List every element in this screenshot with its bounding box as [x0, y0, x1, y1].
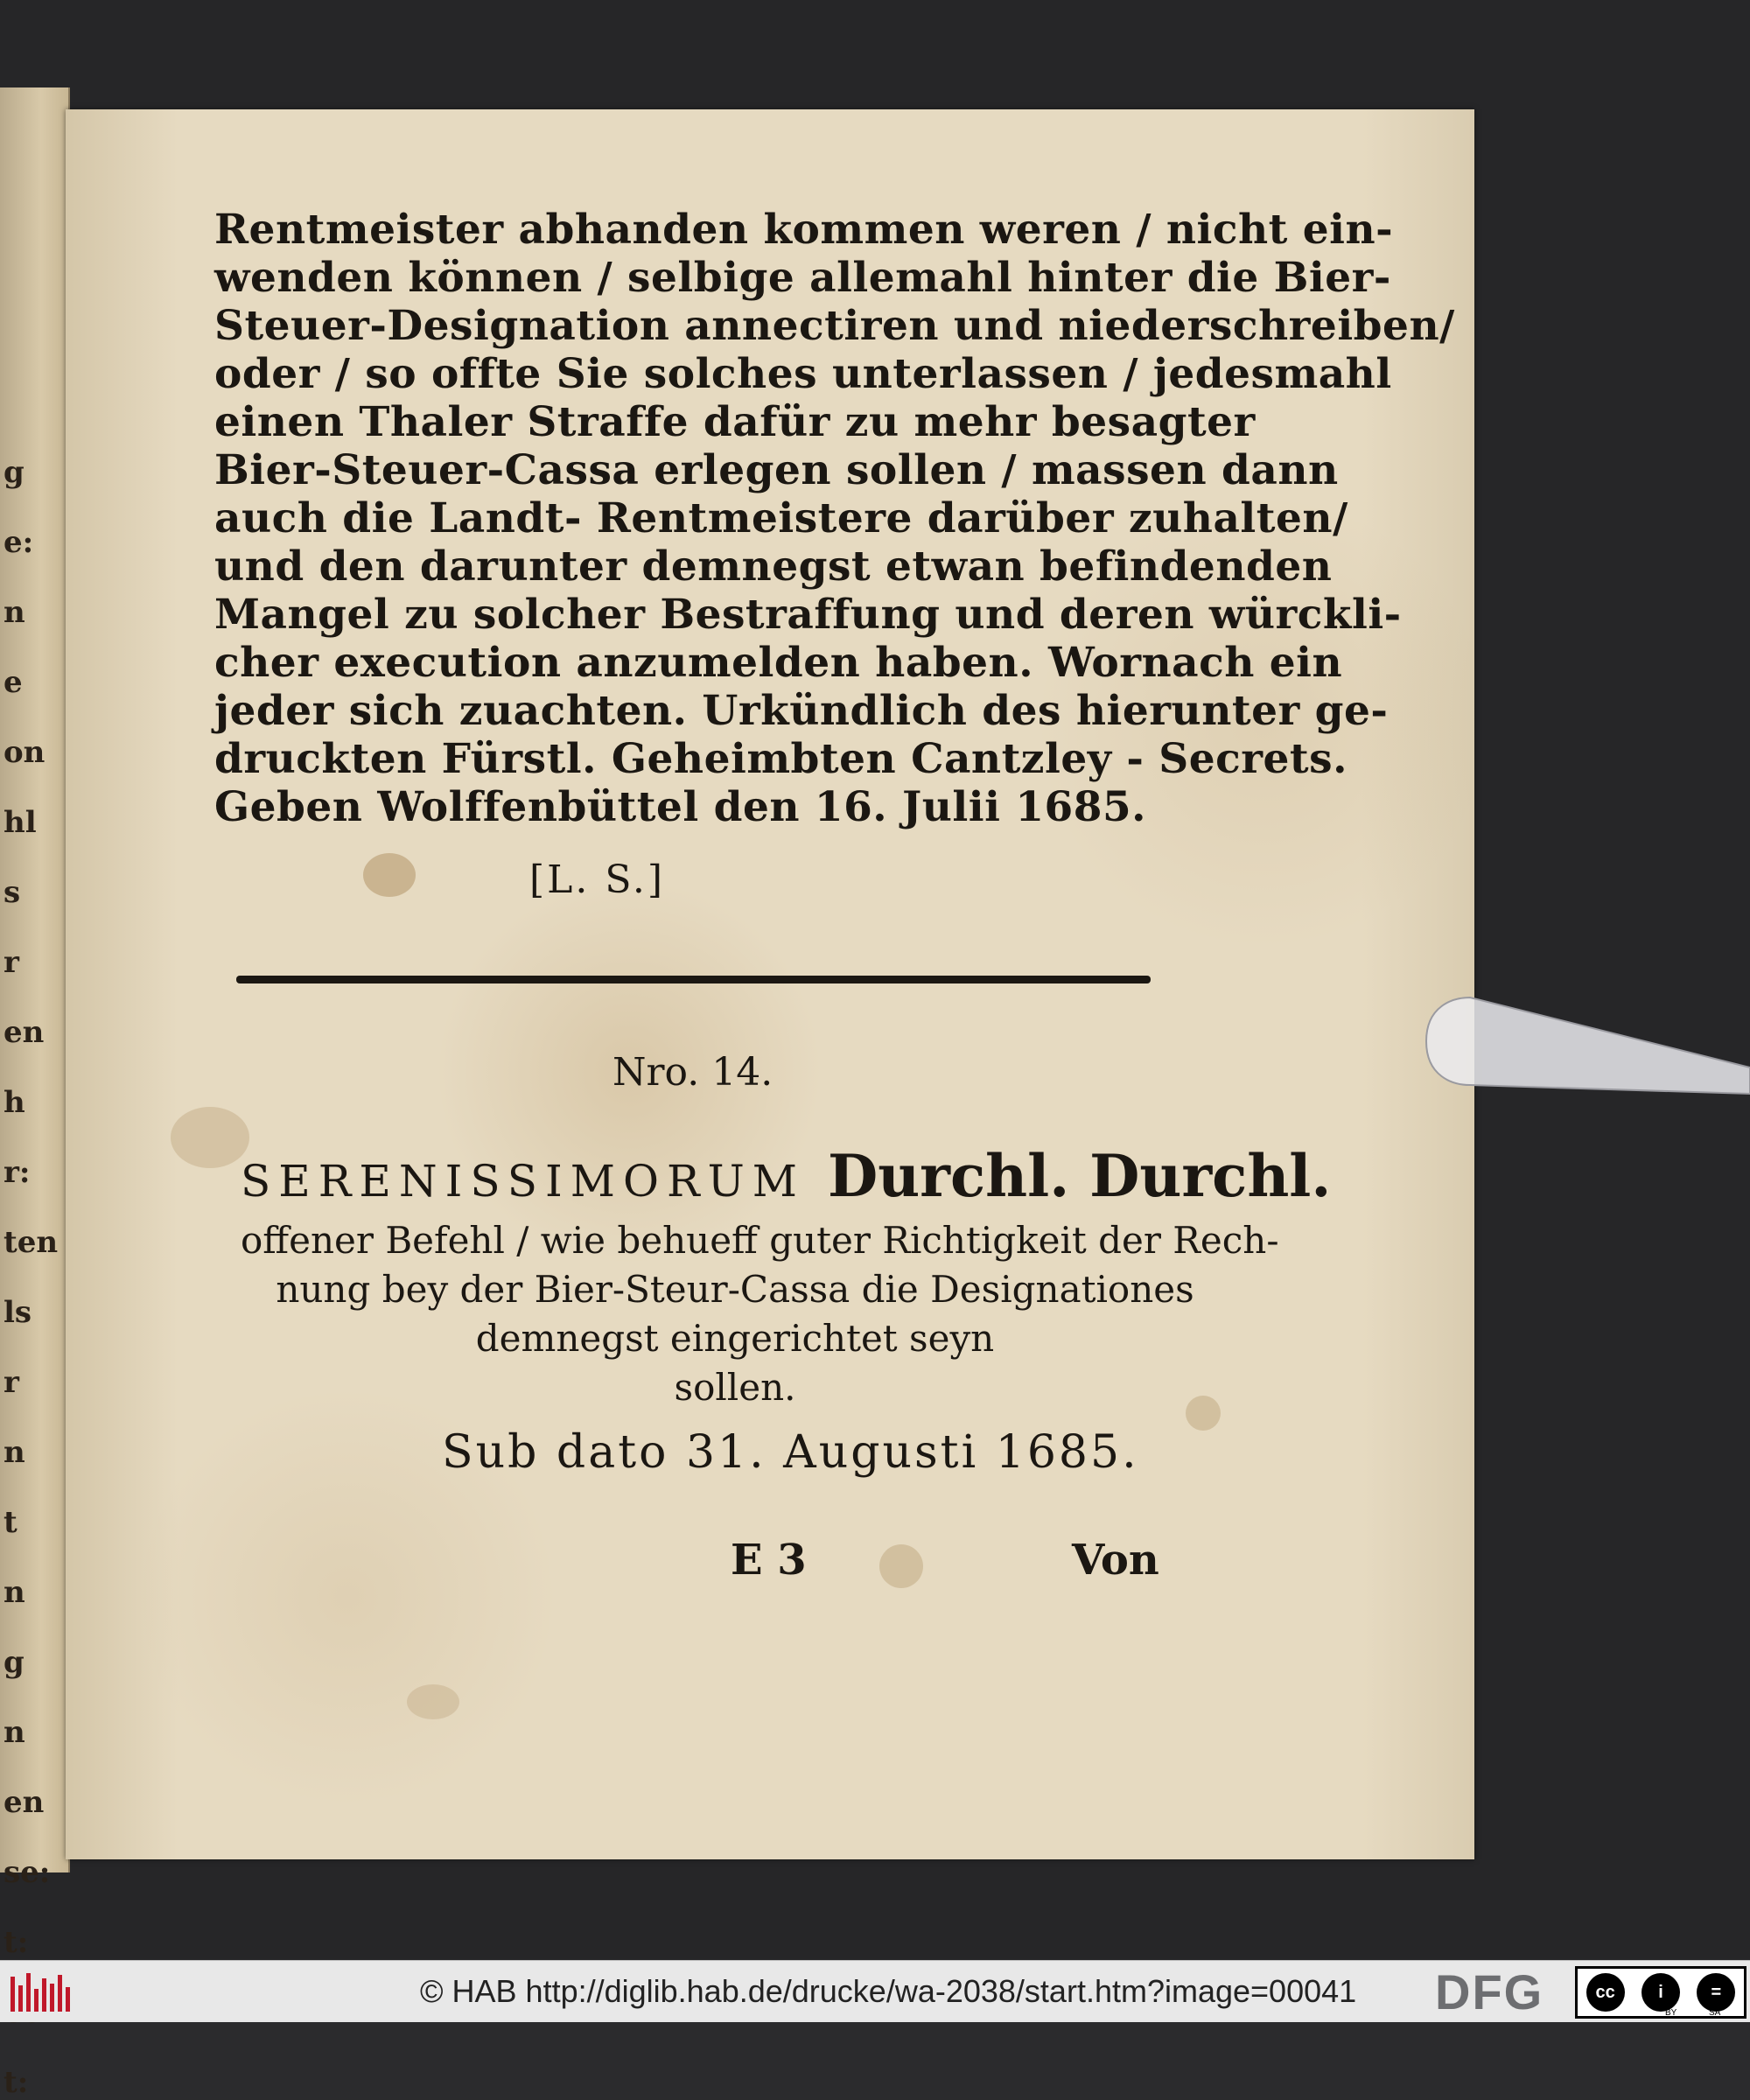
left-page-fragment: e:	[4, 525, 34, 560]
left-page-fragment: r	[4, 945, 19, 980]
title-caps: SERENISSIMORUM	[241, 1156, 805, 1207]
left-page-fragment: n	[4, 595, 25, 630]
cc-icon: cc	[1586, 1973, 1625, 2012]
left-page-fragment: g	[4, 1645, 24, 1680]
dfg-logo: DFG	[1435, 1964, 1544, 2020]
left-page-fragment: n	[4, 1575, 25, 1610]
left-page-fragment: r	[4, 1365, 19, 1400]
document-page	[66, 109, 1474, 1859]
left-page-fragment: n	[4, 1715, 25, 1750]
left-page-fragment: en	[4, 1785, 45, 1820]
left-page-fragment: n	[4, 1435, 25, 1470]
subtitle-line: offener Befehl / wie behueff guter Richtigkeit der Rech-	[241, 1219, 1279, 1262]
title-blackletter: Durchl. Durchl.	[827, 1142, 1332, 1210]
left-page-fragment: r:	[4, 1155, 31, 1190]
body-text-line: cher execution anzumelden haben. Wornach ein	[214, 639, 1343, 687]
license-label-by: BY	[1665, 2008, 1677, 2018]
left-page-fragments	[4, 455, 65, 2100]
body-text-line: druckten Fürstl. Geheimbten Cantzley - Secrets.	[214, 735, 1348, 783]
seal-mark: [L. S.]	[529, 858, 666, 902]
left-page-fragment: se:	[4, 1855, 51, 1890]
body-text-line: einen Thaler Straffe dafür zu mehr besagter	[214, 398, 1256, 446]
body-text-line: Rentmeister abhanden kommen weren / nicht ein-	[214, 206, 1394, 254]
left-page-fragment: on	[4, 735, 46, 770]
share-alike-icon: =	[1697, 1973, 1735, 2012]
subtitle-line: sollen.	[674, 1366, 796, 1409]
stain	[407, 1684, 459, 1719]
license-label-sa: SA	[1709, 2008, 1721, 2018]
body-text-line: und den darunter demnegst etwan befindenden	[214, 542, 1333, 591]
cc-license-badge[interactable]	[1575, 1966, 1746, 2019]
left-page-fragment: ls	[4, 1295, 32, 1330]
footer-bar	[0, 1960, 1750, 2022]
left-page-fragment: en	[4, 1015, 45, 1050]
divider-rule	[236, 976, 1151, 984]
left-page-fragment: t	[4, 1505, 18, 1540]
stain	[171, 1107, 249, 1168]
left-page-fragment: t:	[4, 2065, 29, 2100]
body-text-line: Geben Wolffenbüttel den 16. Julii 1685.	[214, 783, 1147, 831]
body-text-line: Bier-Steuer-Cassa erlegen sollen / massen dann	[214, 446, 1339, 494]
body-text-line: Steuer-Designation annectiren und niederschreiben/	[214, 302, 1455, 350]
body-text-line: jeder sich zuachten. Urkündlich des hierunter ge-	[214, 687, 1389, 735]
body-text-line: Mangel zu solcher Bestraffung und deren würckli-	[214, 591, 1402, 639]
left-page-fragment: e	[4, 665, 23, 700]
catchword: Von	[1072, 1536, 1159, 1585]
left-page-fragment: s	[4, 875, 21, 910]
body-text-line: wenden können / selbige allemahl hinter die Bier-	[214, 254, 1391, 302]
subtitle-line: nung bey der Bier-Steur-Cassa die Designationes	[276, 1268, 1194, 1311]
left-page-fragment: ten	[4, 1225, 59, 1260]
page-clip-icon	[1418, 989, 1750, 1094]
stain	[363, 853, 416, 897]
body-text-line: auch die Landt- Rentmeistere darüber zuhalten/	[214, 494, 1348, 542]
left-page-fragment: g	[4, 455, 24, 490]
left-page-fragment: hl	[4, 805, 37, 840]
left-page-fragment: t:	[4, 1925, 29, 1960]
left-page-fragment: h	[4, 1085, 25, 1120]
left-page-edge	[0, 88, 70, 2100]
subtitle-line: demnegst eingerichtet seyn	[475, 1317, 995, 1360]
stain	[879, 1544, 923, 1588]
body-text	[214, 206, 1455, 831]
footer-source-link[interactable]: © HAB http://diglib.hab.de/drucke/wa-2038/start.htm?image=00041	[420, 1973, 1357, 2009]
body-text-line: oder / so offte Sie solches unterlassen / jedesmahl	[214, 350, 1392, 398]
attribution-icon: i	[1642, 1973, 1680, 2012]
subtitle	[241, 1216, 1279, 1412]
hab-logo-icon	[10, 1971, 75, 2012]
document-number: Nro. 14.	[612, 1050, 774, 1095]
signature-mark: E 3	[731, 1536, 807, 1585]
date-line: Sub dato 31. Augusti 1685.	[442, 1426, 1139, 1479]
title-line	[241, 1142, 1332, 1210]
